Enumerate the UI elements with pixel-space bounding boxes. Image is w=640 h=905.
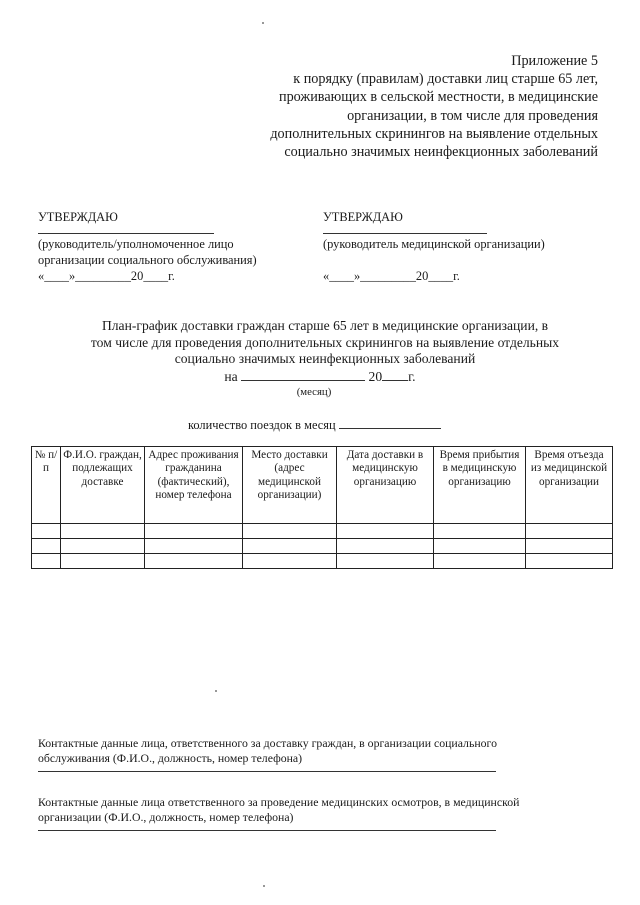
table-row	[32, 539, 613, 554]
header-address: Адрес проживания гражданина (фактический), номер телефона	[145, 447, 243, 524]
header-full-name: Ф.И.О. граждан, подлежащих доставке	[61, 447, 145, 524]
table-cell[interactable]	[526, 539, 613, 554]
annex-line: к порядку (правилам) доставки лиц старше 65 лет,	[293, 71, 598, 88]
signature-line-left	[38, 233, 214, 234]
year-suffix: г.	[408, 368, 416, 384]
scan-speck	[263, 885, 265, 887]
table-row	[32, 524, 613, 539]
scan-speck	[215, 690, 217, 692]
contact-social-fill-line	[38, 771, 496, 772]
table-cell[interactable]	[434, 554, 526, 569]
table-cell[interactable]	[526, 554, 613, 569]
approval-left-caption-2: организации социального обслуживания)	[38, 253, 257, 267]
signature-line-right	[323, 233, 487, 234]
table-cell[interactable]	[337, 524, 434, 539]
table-cell[interactable]	[337, 539, 434, 554]
approval-left	[38, 209, 288, 284]
approval-right	[323, 209, 583, 284]
trips-blank	[339, 418, 441, 429]
table-cell[interactable]	[32, 524, 61, 539]
approval-right-caption: (руководитель медицинской организации)	[323, 237, 545, 251]
table-cell[interactable]	[145, 554, 243, 569]
for-prefix: на	[224, 368, 238, 384]
table-cell[interactable]	[337, 554, 434, 569]
trips-count	[188, 418, 441, 433]
table-row	[32, 554, 613, 569]
plan-title-line: том числе для проведения дополнительных скринингов на выявление отдельных	[90, 334, 560, 350]
plan-period	[30, 368, 610, 386]
table-cell[interactable]	[243, 554, 337, 569]
table-cell[interactable]	[434, 524, 526, 539]
contact-medical	[38, 795, 598, 831]
table-cell[interactable]	[434, 539, 526, 554]
table-cell[interactable]	[32, 554, 61, 569]
month-caption: (месяц)	[296, 386, 332, 399]
table-cell[interactable]	[61, 524, 145, 539]
plan-title-line: социально значимых неинфекционных заболеваний	[174, 351, 476, 367]
header-number: № п/п	[32, 447, 61, 524]
header-arrival-time: Время прибытия в медицинскую организацию	[434, 447, 526, 524]
approval-left-date: «____»_________20____г.	[38, 269, 175, 283]
month-blank	[241, 368, 365, 381]
contact-social-line: обслуживания (Ф.И.О., должность, номер телефона)	[38, 751, 303, 766]
header-delivery-date: Дата доставки в медицинскую организацию	[337, 447, 434, 524]
table-cell[interactable]	[61, 539, 145, 554]
approval-right-heading: УТВЕРЖДАЮ	[323, 210, 403, 224]
annex-line: проживающих в сельской местности, в медицинские	[278, 89, 598, 106]
header-departure-time: Время отъезда из медицинской организации	[526, 447, 613, 524]
table-cell[interactable]	[526, 524, 613, 539]
table-cell[interactable]	[32, 539, 61, 554]
header-delivery-place: Место доставки (адрес медицинской организации)	[243, 447, 337, 524]
table-header-row	[32, 447, 613, 524]
year-prefix: 20	[368, 368, 383, 384]
contact-medical-line: Контактные данные лица ответственного за проведение медицинских осмотров, в медицинской	[38, 795, 520, 809]
table-cell[interactable]	[243, 524, 337, 539]
plan-title	[40, 318, 610, 401]
contact-social	[38, 736, 598, 772]
table-cell[interactable]	[145, 524, 243, 539]
annex-line: социально значимых неинфекционных заболеваний	[284, 144, 598, 161]
scan-speck	[262, 22, 264, 24]
plan-title-line: План-график доставки граждан старше 65 лет в медицинские организации, в	[101, 318, 549, 333]
annex-line: дополнительных скринингов на выявление отдельных	[270, 125, 598, 142]
approval-right-date: «____»_________20____г.	[323, 269, 460, 283]
contact-medical-line: организации (Ф.И.О., должность, номер телефона)	[38, 810, 294, 825]
table-cell[interactable]	[61, 554, 145, 569]
table-cell[interactable]	[145, 539, 243, 554]
contact-medical-fill-line	[38, 830, 496, 831]
annex-line: организации, в том числе для проведения	[347, 107, 598, 124]
approval-left-caption-1: (руководитель/уполномоченное лицо	[38, 237, 234, 251]
trips-label: количество поездок в месяц	[188, 418, 336, 432]
table-cell[interactable]	[243, 539, 337, 554]
delivery-schedule-table	[31, 446, 613, 569]
contact-social-line: Контактные данные лица, ответственного за доставку граждан, в организации социального	[38, 736, 497, 750]
annex-header	[270, 52, 598, 161]
approval-left-heading: УТВЕРЖДАЮ	[38, 210, 118, 224]
annex-line: Приложение 5	[511, 53, 598, 69]
year-blank	[382, 368, 408, 381]
